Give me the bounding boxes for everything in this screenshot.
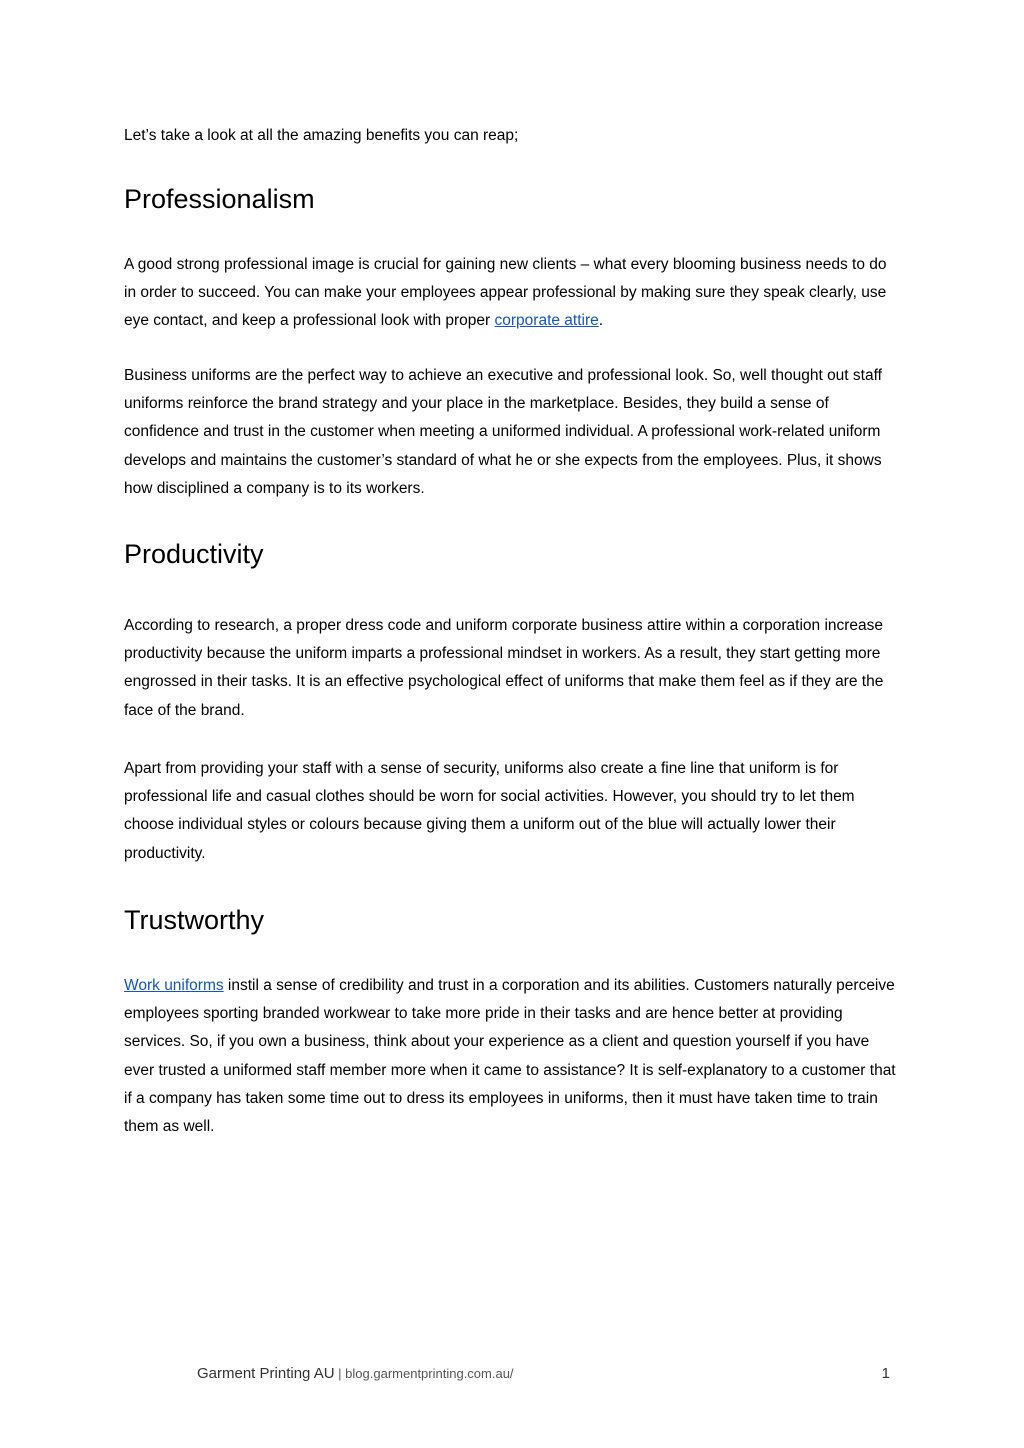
heading-trustworthy: Trustworthy — [124, 905, 265, 935]
paragraph-research: According to research, a proper dress code and uniform corporate business attire within a corporation increase productivity because the uniform imparts a professional mindset in workers. As a result, they start getting more engrossed in their tasks. It is an effective psychological effect of uniforms that make them feel as if they are the face of the brand. — [124, 617, 884, 719]
footer — [197, 1363, 514, 1385]
footer-company: Garment Printing AU — [197, 1365, 335, 1382]
work-uniforms-link[interactable]: Work uniforms — [124, 977, 224, 994]
heading-productivity: Productivity — [124, 539, 264, 569]
paragraph-professional-image — [124, 251, 900, 336]
paragraph-business-uniforms: Business uniforms are the perfect way to achieve an executive and professional look. So, well thought out staff uniforms reinforce the brand strategy and your place in the marketplace. Besides, they build a sense of confidence and trust in the customer when meeting a uniformed individual. A professional work-related uniform develops and maintains the customer’s standard of what he or she expects from the employees. Plus, it shows how disciplined a company is to its workers. — [124, 367, 882, 497]
footer-page-number: 1 — [881, 1365, 890, 1382]
paragraph-text: . — [598, 312, 604, 330]
intro-paragraph: Let’s take a look at all the amazing benefits you can reap; — [124, 127, 519, 144]
paragraph-security: Apart from providing your staff with a sense of security, uniforms also create a fine line that uniform is for professional life and casual clothes should be worn for social activities. However, you should try to let them choose individual styles or colours because giving them a uniform out of the blue will actually lower their productivity. — [124, 760, 855, 862]
footer-separator: | — [334, 1366, 346, 1381]
paragraph-work-uniforms — [124, 972, 900, 1141]
footer-url: blog.garmentprinting.com.au/ — [345, 1366, 514, 1381]
heading-professionalism: Professionalism — [124, 184, 315, 214]
paragraph-text: A good strong professional image is crucial for gaining new clients – what every blooming business needs to do in order to succeed. You can make your employees appear professional by making sure they speak clearly, use eye contact, and keep a professional look with proper — [124, 256, 887, 330]
corporate-attire-link[interactable]: corporate attire — [494, 312, 599, 330]
paragraph-text: instil a sense of credibility and trust in a corporation and its abilities. Customers naturally perceive employees sporting branded workwear to take more pride in their tasks and are hence better at providing services. So, if you own a business, think about your experience as a client and question yourself if you have ever trusted a uniformed staff member more when it came to assistance? It is self-explanatory to a customer that if a company has taken some time out to dress its employees in uniforms, then it must have taken time to train them as well. — [124, 977, 896, 1136]
